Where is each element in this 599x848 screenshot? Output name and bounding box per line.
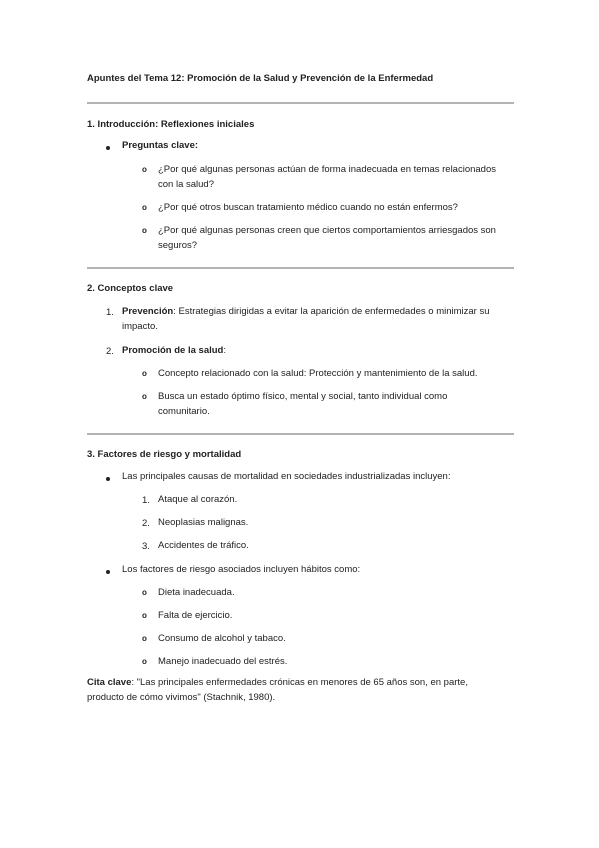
section-heading-conceptos: 2. Conceptos clave (87, 283, 174, 294)
key-quote-line-1 (87, 675, 468, 690)
concept-prevencion-label: Prevención (122, 306, 174, 317)
bullet-o-icon: o (142, 165, 147, 174)
concept-prevencion-text: : Estrategias dirigidas a evitar la aparición de enfermedades o minimizar su (173, 306, 490, 317)
section-divider (87, 433, 514, 435)
bullet-o-icon: o (142, 634, 147, 643)
bullet-o-icon: o (142, 588, 147, 597)
list-number: 2. (142, 518, 150, 529)
section-divider (87, 102, 514, 104)
bullet-o-icon: o (142, 369, 147, 378)
bullet-o-icon: o (142, 657, 147, 666)
bullet-o-icon: o (142, 611, 147, 620)
mortality-intro: Las principales causas de mortalidad en sociedades industrializadas incluyen: (122, 471, 451, 482)
mortality-cause-3: Accidentes de tráfico. (158, 540, 249, 551)
concept-prevencion-line-2: impacto. (122, 321, 158, 332)
bullet-dot-icon (106, 477, 110, 481)
key-quote-label: Cita clave (87, 677, 132, 688)
bullet-o-icon: o (142, 203, 147, 212)
concept-promocion-line (122, 343, 226, 358)
question-3-line-1: ¿Por qué algunas personas creen que ciertos comportamientos arriesgados son (158, 225, 496, 236)
habit-4: Manejo inadecuado del estrés. (158, 656, 288, 667)
promocion-point-2-line-2: comunitario. (158, 406, 210, 417)
question-3-line-2: seguros? (158, 240, 198, 251)
habit-3: Consumo de alcohol y tabaco. (158, 633, 286, 644)
bullet-label-preguntas: Preguntas clave: (122, 140, 199, 151)
key-quote-text: : "Las principales enfermedades crónicas en menores de 65 años son, en parte, (131, 677, 468, 688)
bullet-o-icon: o (142, 226, 147, 235)
document-title: Apuntes del Tema 12: Promoción de la Salud y Prevención de la Enfermedad (87, 73, 434, 84)
promocion-point-2-line-1: Busca un estado óptimo físico, mental y social, tanto individual como (158, 391, 448, 402)
question-2: ¿Por qué otros buscan tratamiento médico cuando no están enfermos? (158, 202, 458, 213)
key-quote-line-2: producto de cómo vivimos" (Stachnik, 1980). (87, 692, 276, 703)
section-divider (87, 267, 514, 269)
concept-prevencion-line-1 (122, 304, 490, 319)
list-number: 3. (142, 541, 150, 552)
question-1-line-2: con la salud? (158, 179, 214, 190)
list-number: 1. (142, 495, 150, 506)
question-1-line-1: ¿Por qué algunas personas actúan de forma inadecuada en temas relacionados (158, 164, 496, 175)
mortality-cause-2: Neoplasias malignas. (158, 517, 249, 528)
habit-1: Dieta inadecuada. (158, 587, 235, 598)
concept-promocion-colon: : (223, 345, 226, 356)
mortality-cause-1: Ataque al corazón. (158, 494, 238, 505)
bullet-o-icon: o (142, 392, 147, 401)
list-number: 1. (106, 307, 114, 318)
risk-factors-intro: Los factores de riesgo asociados incluyen hábitos como: (122, 564, 361, 575)
habit-2: Falta de ejercicio. (158, 610, 233, 621)
section-heading-factores: 3. Factores de riesgo y mortalidad (87, 449, 242, 460)
section-heading-introduccion: 1. Introducción: Reflexiones iniciales (87, 119, 255, 130)
list-number: 2. (106, 346, 114, 357)
concept-promocion-label: Promoción de la salud (122, 345, 224, 356)
bullet-dot-icon (106, 146, 110, 150)
bullet-dot-icon (106, 570, 110, 574)
promocion-point-1: Concepto relacionado con la salud: Protección y mantenimiento de la salud. (158, 368, 478, 379)
